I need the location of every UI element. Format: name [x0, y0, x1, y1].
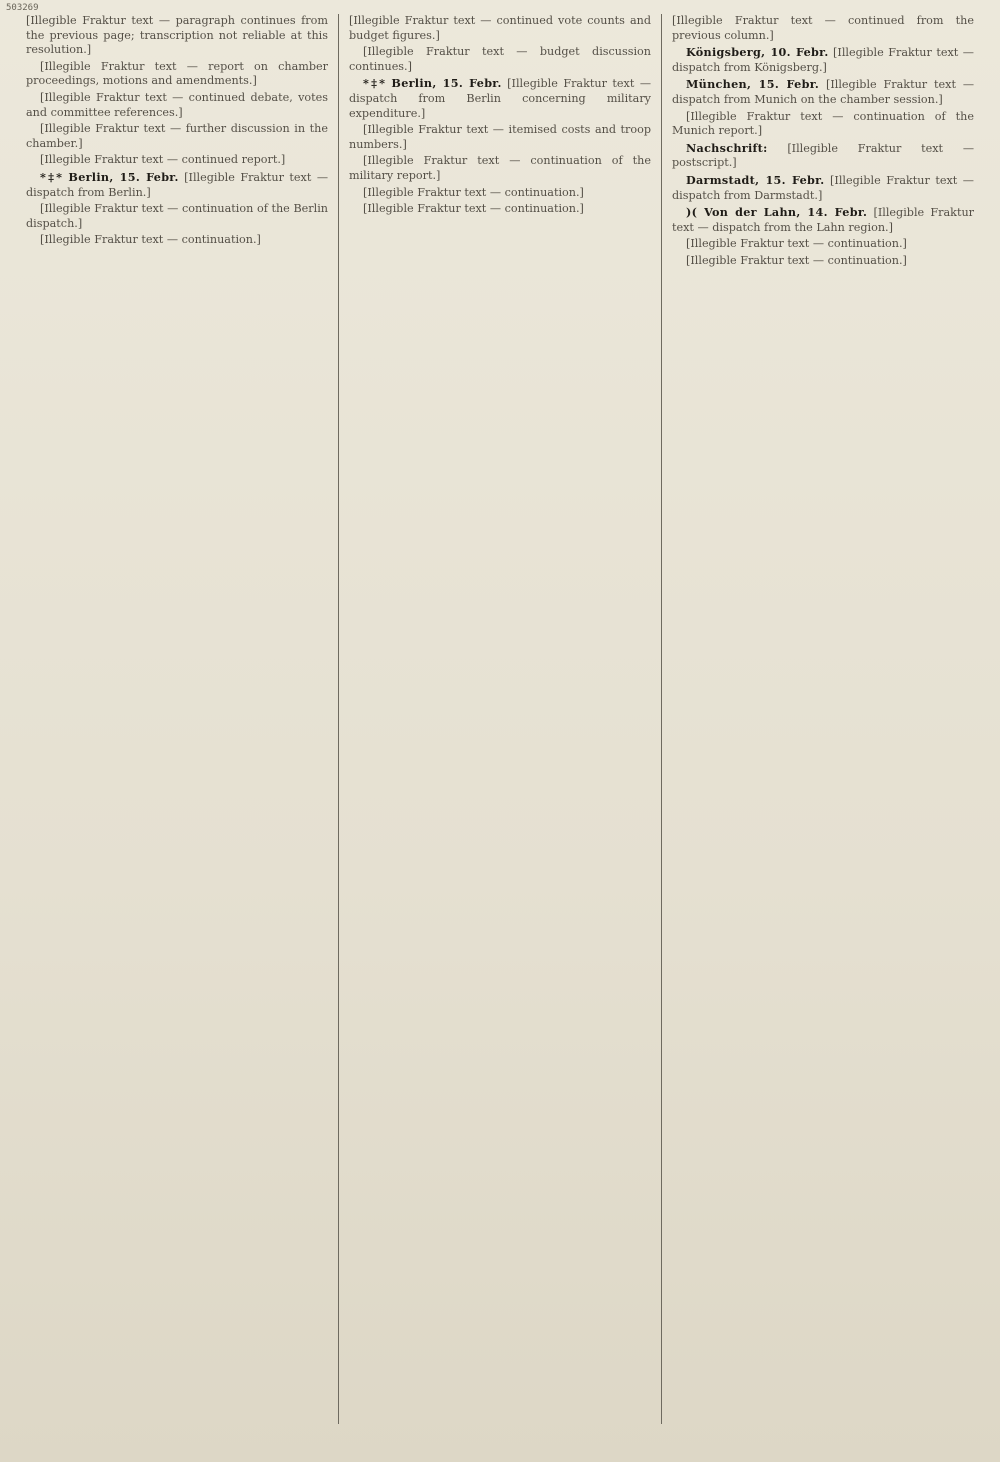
- article-paragraph: [672, 110, 974, 139]
- paragraph-text: [Illegible Fraktur text — continuation of the Berlin dispatch.]: [26, 202, 328, 230]
- paragraph-text: [Illegible Fraktur text — continued from the previous column.]: [672, 14, 974, 42]
- article-paragraph: [26, 202, 328, 231]
- article-paragraph: [26, 91, 328, 120]
- paragraph-text: [Illegible Fraktur text — continuation.]: [686, 237, 907, 251]
- article-paragraph: [349, 14, 651, 43]
- article-paragraph: [26, 14, 328, 58]
- article-paragraph: [26, 233, 328, 248]
- article-paragraph: [672, 254, 974, 269]
- dateline: München, 15. Febr.: [686, 77, 820, 92]
- dateline: Darmstadt, 15. Febr.: [686, 172, 825, 187]
- article-paragraph: [672, 205, 974, 235]
- column-2: [338, 14, 661, 1424]
- paragraph-text: [Illegible Fraktur text — dispatch from Berlin.]: [26, 170, 329, 199]
- article-paragraph: [672, 237, 974, 252]
- dateline: Nachschrift:: [686, 140, 768, 155]
- paragraph-text: [Illegible Fraktur text — dispatch from the Lahn region.]: [672, 206, 975, 234]
- paragraph-text: [Illegible Fraktur text — itemised costs and troop numbers.]: [349, 123, 651, 151]
- paragraph-text: [Illegible Fraktur text — continued report.]: [40, 153, 286, 167]
- article-paragraph: [672, 45, 974, 75]
- paragraph-text: [Illegible Fraktur text — postscript.]: [672, 141, 975, 170]
- dateline: )( Von der Lahn, 14. Febr.: [686, 205, 868, 220]
- paragraph-text: [Illegible Fraktur text — continuation.]: [40, 233, 261, 247]
- paragraph-text: [Illegible Fraktur text — dispatch from Darmstadt.]: [672, 173, 974, 202]
- paragraph-text: [Illegible Fraktur text — dispatch from Königsberg.]: [672, 46, 974, 74]
- article-paragraph: [349, 123, 651, 152]
- article-paragraph: [26, 170, 328, 200]
- article-paragraph: [26, 60, 328, 89]
- article-paragraph: [349, 154, 651, 183]
- scan-id: 503269: [6, 3, 39, 13]
- article-paragraph: [26, 122, 328, 151]
- article-paragraph: [349, 45, 651, 74]
- article-paragraph: [672, 77, 974, 107]
- dateline: *‡* Berlin, 15. Febr.: [40, 169, 179, 184]
- columns: [16, 14, 984, 1424]
- paragraph-text: [Illegible Fraktur text — continuation of the military report.]: [349, 154, 651, 182]
- article-paragraph: [672, 141, 974, 171]
- article-paragraph: [26, 153, 328, 168]
- paragraph-text: [Illegible Fraktur text — dispatch from Berlin concerning military expenditure.]: [349, 77, 652, 120]
- dateline: *‡* Berlin, 15. Febr.: [363, 76, 502, 91]
- paragraph-text: [Illegible Fraktur text — continuation of the Munich report.]: [672, 109, 974, 138]
- paragraph-text: [Illegible Fraktur text — report on chamber proceedings, motions and amendments.]: [26, 59, 328, 88]
- column-1: [16, 14, 338, 1424]
- article-paragraph: [349, 202, 651, 217]
- paragraph-text: [Illegible Fraktur text — continuation.]: [363, 185, 584, 199]
- article-paragraph: [672, 14, 974, 43]
- paragraph-text: [Illegible Fraktur text — budget discussion continues.]: [349, 45, 651, 73]
- paragraph-text: [Illegible Fraktur text — continuation.]: [363, 202, 584, 216]
- paragraph-text: [Illegible Fraktur text — continuation.]: [686, 253, 907, 267]
- paragraph-text: [Illegible Fraktur text — dispatch from Munich on the chamber session.]: [672, 78, 975, 106]
- article-paragraph: [672, 173, 974, 203]
- paragraph-text: [Illegible Fraktur text — paragraph continues from the previous page; transcription not reliable at this resolution.]: [26, 14, 328, 57]
- paragraph-text: [Illegible Fraktur text — continued vote counts and budget figures.]: [349, 14, 651, 42]
- article-paragraph: [349, 186, 651, 201]
- dateline: Königsberg, 10. Febr.: [686, 45, 829, 60]
- article-paragraph: [349, 76, 651, 121]
- paragraph-text: [Illegible Fraktur text — further discussion in the chamber.]: [26, 122, 328, 150]
- column-3: [661, 14, 984, 1424]
- paragraph-text: [Illegible Fraktur text — continued debate, votes and committee references.]: [26, 90, 328, 119]
